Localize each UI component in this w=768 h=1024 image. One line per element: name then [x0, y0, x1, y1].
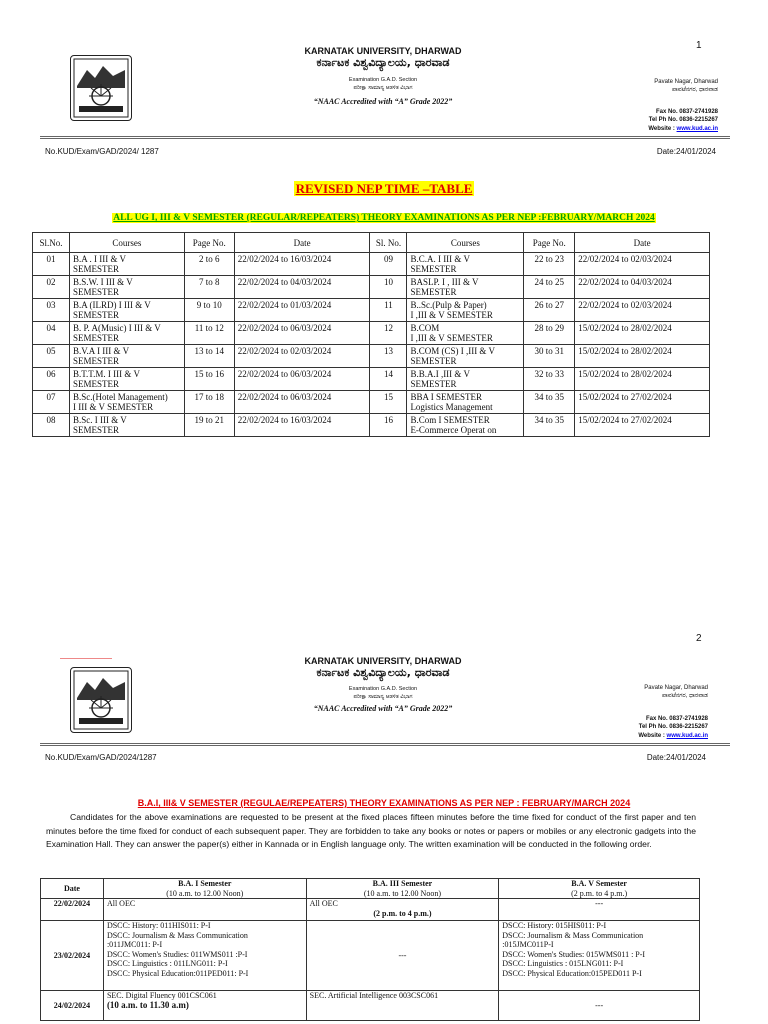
sl-no-cell: 07 — [33, 391, 70, 414]
page-range-cell: 24 to 25 — [524, 276, 575, 299]
phone-number: Tel Ph No. 0836-2215267 — [648, 117, 718, 123]
col-header: Page No. — [184, 233, 234, 253]
date-range-cell: 15/02/2024 to 28/02/2024 — [575, 368, 710, 391]
title-wrap — [0, 180, 768, 198]
sl-no-cell: 09 — [370, 253, 407, 276]
course-timetable — [32, 232, 710, 437]
section-name-kn: ಪರೀಕ್ಷಾ ಸಾಮಾನ್ಯ ಆಡಳಿತ ವಿಭಾಗ — [353, 85, 413, 91]
date-range-cell: 22/02/2024 to 02/03/2024 — [234, 345, 370, 368]
university-name-en-2: KARNATAK UNIVERSITY, DHARWAD — [304, 656, 462, 666]
col-header: Date — [234, 233, 370, 253]
course-cell: B.B.A.I ,III & V SEMESTER — [407, 368, 524, 391]
document-title: REVISED NEP TIME –TABLE — [295, 181, 473, 196]
table-row — [33, 391, 710, 414]
course-cell: B.T.T.M. I III & V SEMESTER — [69, 368, 184, 391]
course-cell: B.V.A I III & V SEMESTER — [69, 345, 184, 368]
ba-row-date: 22/02/2024 — [41, 899, 104, 921]
ba-cell-text: SEC. Digital Fluency 001CSC061 — [106, 991, 217, 1000]
fax-number-2: Fax No. 0837-2741928 — [645, 716, 708, 722]
sl-no-cell: 03 — [33, 299, 70, 322]
ba-exam-table — [40, 878, 700, 1021]
table-row — [33, 299, 710, 322]
ba-row-date: 24/02/2024 — [41, 991, 104, 1021]
course-cell: B.Com I SEMESTER E-Commerce Operat on — [407, 414, 524, 437]
date-range-cell: 22/02/2024 to 06/03/2024 — [234, 322, 370, 345]
sl-no-cell: 06 — [33, 368, 70, 391]
sem3-time: (10 a.m. to 12.00 Noon) — [363, 888, 441, 898]
document-date: Date:24/01/2024 — [656, 147, 716, 156]
date-range-cell: 15/02/2024 to 27/02/2024 — [575, 391, 710, 414]
sl-no-cell: 14 — [370, 368, 407, 391]
page-range-cell: 26 to 27 — [524, 299, 575, 322]
col-header: Sl.No. — [33, 233, 70, 253]
reference-number-2: No.KUD/Exam/GAD/2024/1287 — [45, 753, 157, 762]
ba-cell: SEC. Artificial Intelligence 003CSC061 — [306, 991, 499, 1021]
website-label: Website : — [638, 733, 667, 739]
document-date-2: Date:24/01/2024 — [646, 753, 706, 762]
page-range-cell: 34 to 35 — [524, 391, 575, 414]
col-header: Courses — [69, 233, 184, 253]
ba-cell-time: (2 p.m. to 4 p.m.) — [373, 908, 432, 918]
emblem-icon — [71, 56, 131, 120]
logo-red-mark — [60, 658, 112, 659]
page-range-cell: 9 to 10 — [184, 299, 234, 322]
sl-no-cell: 11 — [370, 299, 407, 322]
ba-row-date: 23/02/2024 — [41, 921, 104, 991]
sl-no-cell: 02 — [33, 276, 70, 299]
instructions-paragraph: Candidates for the above examinations are requested to be present at the fixed places fifteen minutes before the time fixed for conduct of the first paper and ten minutes before the time fixed for conduct of each subsequent paper. They are forbidden to take any books or notes or papers or mobiles or any electronic gadgets into the Examination Hall. They can answer the paper(s) either in Kannada or in English language only. The written examination will be conducted in the following order. — [46, 812, 696, 849]
section-name-kn-2: ಪರೀಕ್ಷಾ ಸಾಮಾನ್ಯ ಆಡಳಿತ ವಿಭಾಗ — [353, 694, 413, 700]
naac-accreditation: “NAAC Accredited with “A” Grade 2022” — [313, 97, 453, 106]
page-range-cell: 34 to 35 — [524, 414, 575, 437]
ba-cell: DSCC: History: 015HIS011: P-I DSCC: Journalism & Mass Communication :015JMC011P-I DSCC: Women's Studies: 015WMS011 : P-I DSCC: Linguistics : 015LNG011: P-I DSCC: Physical Education:015PED011 P-I — [499, 921, 700, 991]
course-cell: B. P. A(Music) I III & V SEMESTER — [69, 322, 184, 345]
sem1-title: B.A. I Semester — [178, 879, 232, 888]
col-header: Page No. — [524, 233, 575, 253]
page-number: 1 — [696, 40, 702, 51]
table-header-row — [33, 233, 710, 253]
course-cell: BASLP. I , III & V SEMESTER — [407, 276, 524, 299]
header-rule — [40, 136, 730, 139]
ba-cell: --- — [306, 921, 499, 991]
sl-no-cell: 04 — [33, 322, 70, 345]
sem5-title: B.A. V Semester — [571, 879, 627, 888]
university-logo — [70, 55, 132, 121]
ba-header-row — [41, 879, 700, 899]
header-rule-2 — [40, 743, 730, 746]
date-range-cell: 22/02/2024 to 16/03/2024 — [234, 253, 370, 276]
university-logo-2 — [70, 667, 132, 733]
website — [648, 125, 718, 133]
phone-number-2: Tel Ph No. 0836-2215267 — [638, 724, 708, 730]
table-row — [33, 414, 710, 437]
page-range-cell: 28 to 29 — [524, 322, 575, 345]
table-row — [33, 322, 710, 345]
table-row — [33, 368, 710, 391]
ba-row — [41, 991, 700, 1021]
page-range-cell: 30 to 31 — [524, 345, 575, 368]
address-en-2: Pavate Nagar, Dharwad — [644, 685, 708, 691]
date-range-cell: 22/02/2024 to 06/03/2024 — [234, 391, 370, 414]
course-cell: BBA I SEMESTER Logistics Management — [407, 391, 524, 414]
date-range-cell: 22/02/2024 to 16/03/2024 — [234, 414, 370, 437]
address-kn-2: ಪಾವಟೆನಗರ, ಧಾರವಾಡ — [661, 693, 708, 699]
course-cell: B.C.A. I III & V SEMESTER — [407, 253, 524, 276]
page-range-cell: 32 to 33 — [524, 368, 575, 391]
sl-no-cell: 12 — [370, 322, 407, 345]
university-name-kn-2: ಕರ್ನಾಟಕ ವಿಶ್ವವಿದ್ಯಾಲಯ, ಧಾರವಾಡ — [316, 666, 450, 679]
address-kn: ಪಾವಟೆನಗರ, ಧಾರವಾಡ — [671, 87, 718, 93]
ba-col-sem3 — [306, 879, 499, 899]
page-range-cell: 2 to 6 — [184, 253, 234, 276]
sl-no-cell: 05 — [33, 345, 70, 368]
ba-cell-time: (10 a.m. to 11.30 a.m) — [106, 999, 189, 1010]
website-link[interactable]: www.kud.ac.in — [666, 733, 708, 739]
sem1-time: (10 a.m. to 12.00 Noon) — [166, 888, 244, 898]
date-range-cell: 15/02/2024 to 27/02/2024 — [575, 414, 710, 437]
sem5-time: (2 p.m. to 4 p.m.) — [571, 888, 628, 898]
page-range-cell: 19 to 21 — [184, 414, 234, 437]
ba-cell-text: All OEC — [309, 899, 338, 908]
table-row — [33, 345, 710, 368]
date-range-cell: 15/02/2024 to 28/02/2024 — [575, 345, 710, 368]
course-cell: B.COM (CS) I ,III & V SEMESTER — [407, 345, 524, 368]
course-cell: B.S.W. I III & V SEMESTER — [69, 276, 184, 299]
page-range-cell: 13 to 14 — [184, 345, 234, 368]
table-row — [33, 276, 710, 299]
page-range-cell: 22 to 23 — [524, 253, 575, 276]
ba-cell — [306, 899, 499, 921]
course-cell: B.A . I III & V SEMESTER — [69, 253, 184, 276]
ba-col-sem5 — [499, 879, 700, 899]
date-range-cell: 22/02/2024 to 04/03/2024 — [575, 276, 710, 299]
date-range-cell: 22/02/2024 to 04/03/2024 — [234, 276, 370, 299]
date-range-cell: 22/02/2024 to 01/03/2024 — [234, 299, 370, 322]
col-header: Courses — [407, 233, 524, 253]
course-cell: B.Sc.(Hotel Management) I III & V SEMESTER — [69, 391, 184, 414]
document-subtitle: ALL UG I, III & V SEMESTER (REGULAR/REPEATERS) THEORY EXAMINATIONS AS PER NEP :FEBRUARY/MARCH 2024 — [113, 213, 655, 223]
ba-col-date: Date — [41, 879, 104, 899]
website-link[interactable]: www.kud.ac.in — [676, 126, 718, 132]
course-cell: B.A (ILRD) I III & V SEMESTER — [69, 299, 184, 322]
ba-cell: DSCC: History: 011HIS011: P-I DSCC: Journalism & Mass Communication :011JMC011: P-I DSCC: Women's Studies: 011WMS011 :P-I DSCC: Linguistics : 011LNG011: P-I DSCC: Physical Education:011PED011: P-I — [103, 921, 306, 991]
section-name-en-2: Examination G.A.D. Section — [348, 686, 418, 692]
subtitle-wrap — [0, 207, 768, 225]
naac-accreditation-2: “NAAC Accredited with “A” Grade 2022” — [313, 704, 453, 713]
sl-no-cell: 16 — [370, 414, 407, 437]
sl-no-cell: 10 — [370, 276, 407, 299]
ba-heading: B.A.I, III& V SEMESTER (REGULAE/REPEATERS) THEORY EXAMINATIONS AS PER NEP : FEBRUARY/MARCH 2024 — [137, 798, 631, 808]
website-2 — [638, 732, 708, 740]
table-row — [33, 253, 710, 276]
course-cell: B..Sc.(Pulp & Paper) I ,III & V SEMESTER — [407, 299, 524, 322]
page-number-2: 2 — [696, 633, 702, 644]
sl-no-cell: 13 — [370, 345, 407, 368]
ba-row — [41, 899, 700, 921]
ba-cell: --- — [499, 991, 700, 1021]
sl-no-cell: 08 — [33, 414, 70, 437]
ba-col-sem1 — [103, 879, 306, 899]
address-en: Pavate Nagar, Dharwad — [654, 79, 718, 85]
heading-wrap — [0, 793, 768, 811]
website-label: Website : — [648, 126, 677, 132]
ba-cell: --- — [499, 899, 700, 921]
date-range-cell: 15/02/2024 to 28/02/2024 — [575, 322, 710, 345]
emblem-icon — [71, 668, 131, 732]
date-range-cell: 22/02/2024 to 02/03/2024 — [575, 253, 710, 276]
ba-cell — [103, 991, 306, 1021]
page-range-cell: 17 to 18 — [184, 391, 234, 414]
course-cell: B.Sc. I III & V SEMESTER — [69, 414, 184, 437]
ba-row — [41, 921, 700, 991]
course-cell: B.COM I ,III & V SEMESTER — [407, 322, 524, 345]
page-range-cell: 15 to 16 — [184, 368, 234, 391]
sl-no-cell: 01 — [33, 253, 70, 276]
sl-no-cell: 15 — [370, 391, 407, 414]
ba-cell: All OEC — [103, 899, 306, 921]
university-name-en: KARNATAK UNIVERSITY, DHARWAD — [304, 46, 462, 56]
date-range-cell: 22/02/2024 to 06/03/2024 — [234, 368, 370, 391]
sem3-title: B.A. III Semester — [372, 879, 433, 888]
page-range-cell: 11 to 12 — [184, 322, 234, 345]
page-range-cell: 7 to 8 — [184, 276, 234, 299]
col-header: Date — [575, 233, 710, 253]
university-name-kn: ಕರ್ನಾಟಕ ವಿಶ್ವವಿದ್ಯಾಲಯ, ಧಾರವಾಡ — [316, 56, 450, 69]
reference-number: No.KUD/Exam/GAD/2024/ 1287 — [45, 147, 159, 156]
col-header: Sl. No. — [370, 233, 407, 253]
section-name-en: Examination G.A.D. Section — [348, 77, 418, 83]
fax-number: Fax No. 0837-2741928 — [655, 109, 718, 115]
date-range-cell: 22/02/2024 to 02/03/2024 — [575, 299, 710, 322]
